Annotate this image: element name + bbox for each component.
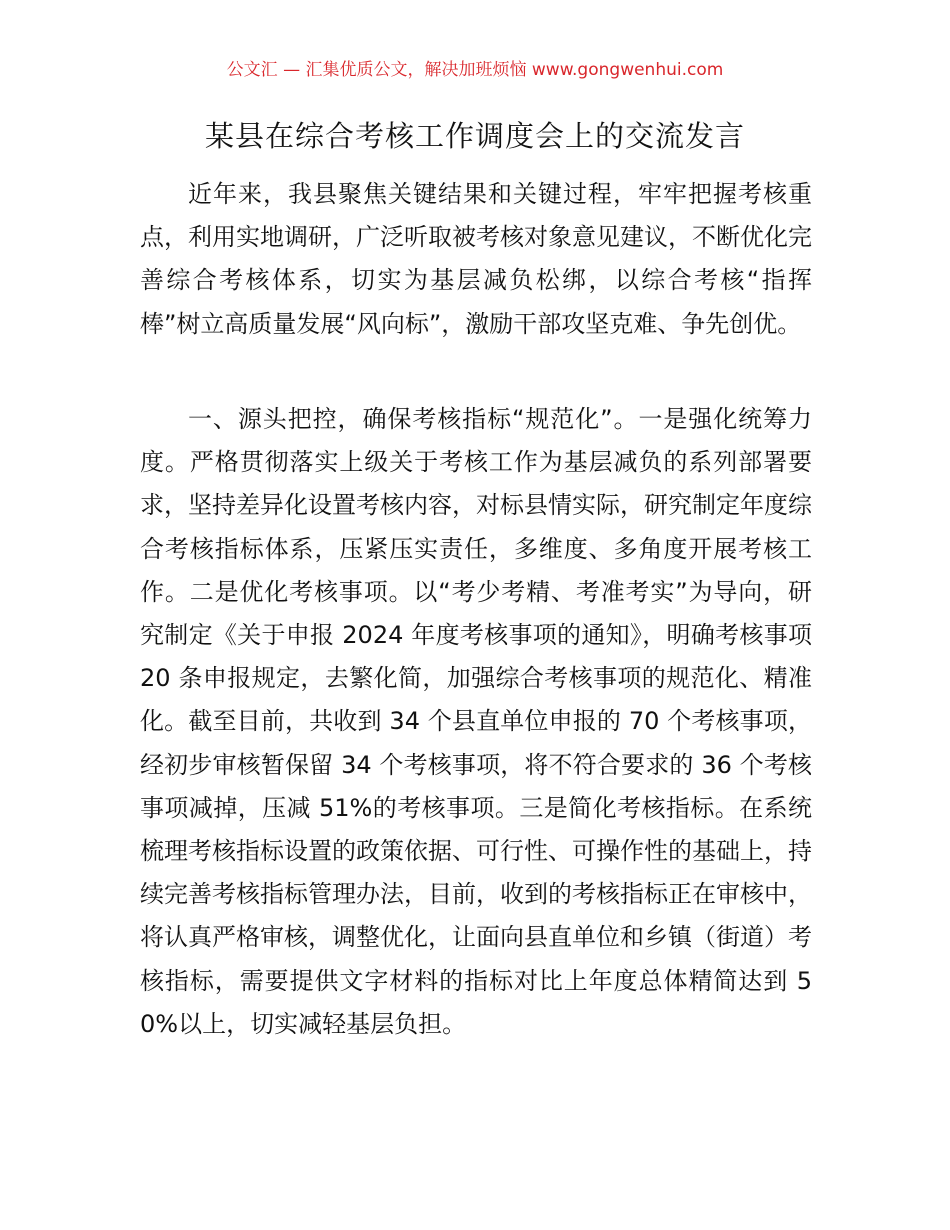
document-title: 某县在综合考核工作调度会上的交流发言 [204, 119, 745, 153]
site-banner[interactable]: 公文汇 — 汇集优质公文，解决加班烦恼 www.gongwenhui.com [226, 60, 724, 80]
body-paragraph-section-one: 一、源头把控，确保考核指标“规范化”。一是强化统筹力度。严格贯彻落实上级关于考核工作为基层减负的系列部署要求，坚持差异化设置考核内容，对标县情实际，研究制定年度综合考核指标体系，压紧压实责任，多维度、多角度开展考核工作。二是优化考核事项。以“考少考精、考准考实”为导向，研究制定《关于申报 2024 年度考核事项的通知》，明确考核事项 20 条申报规定，去繁化简，加强综合考核事项的规范化、精准化。截至目前，共收到 34 个县直单位申报的 70 个考核事项，经初步审核暂保留 34 个考核事项，将不符合要求的 36 个考核事项减掉，压减 51%的考核事项。三是简化考核指标。在系统梳理考核指标设置的政策依据、可行性、可操作性的基础上，持续完善考核指标管理办法，目前，收到的考核指标正在审核中，将认真严格审核，调整优化，让面向县直单位和乡镇（街道）考核指标，需要提供文字材料的指标对比上年度总体精简达到 50%以上，切实减轻基层负担。 [140, 405, 812, 1038]
body-paragraph-intro: 近年来，我县聚焦关键结果和关键过程，牢牢把握考核重点，利用实地调研，广泛听取被考核对象意见建议，不断优化完善综合考核体系，切实为基层减负松绑，以综合考核“指挥棒”树立高质量发展“风向标”，激励干部攻坚克难、争先创优。 [140, 180, 812, 338]
